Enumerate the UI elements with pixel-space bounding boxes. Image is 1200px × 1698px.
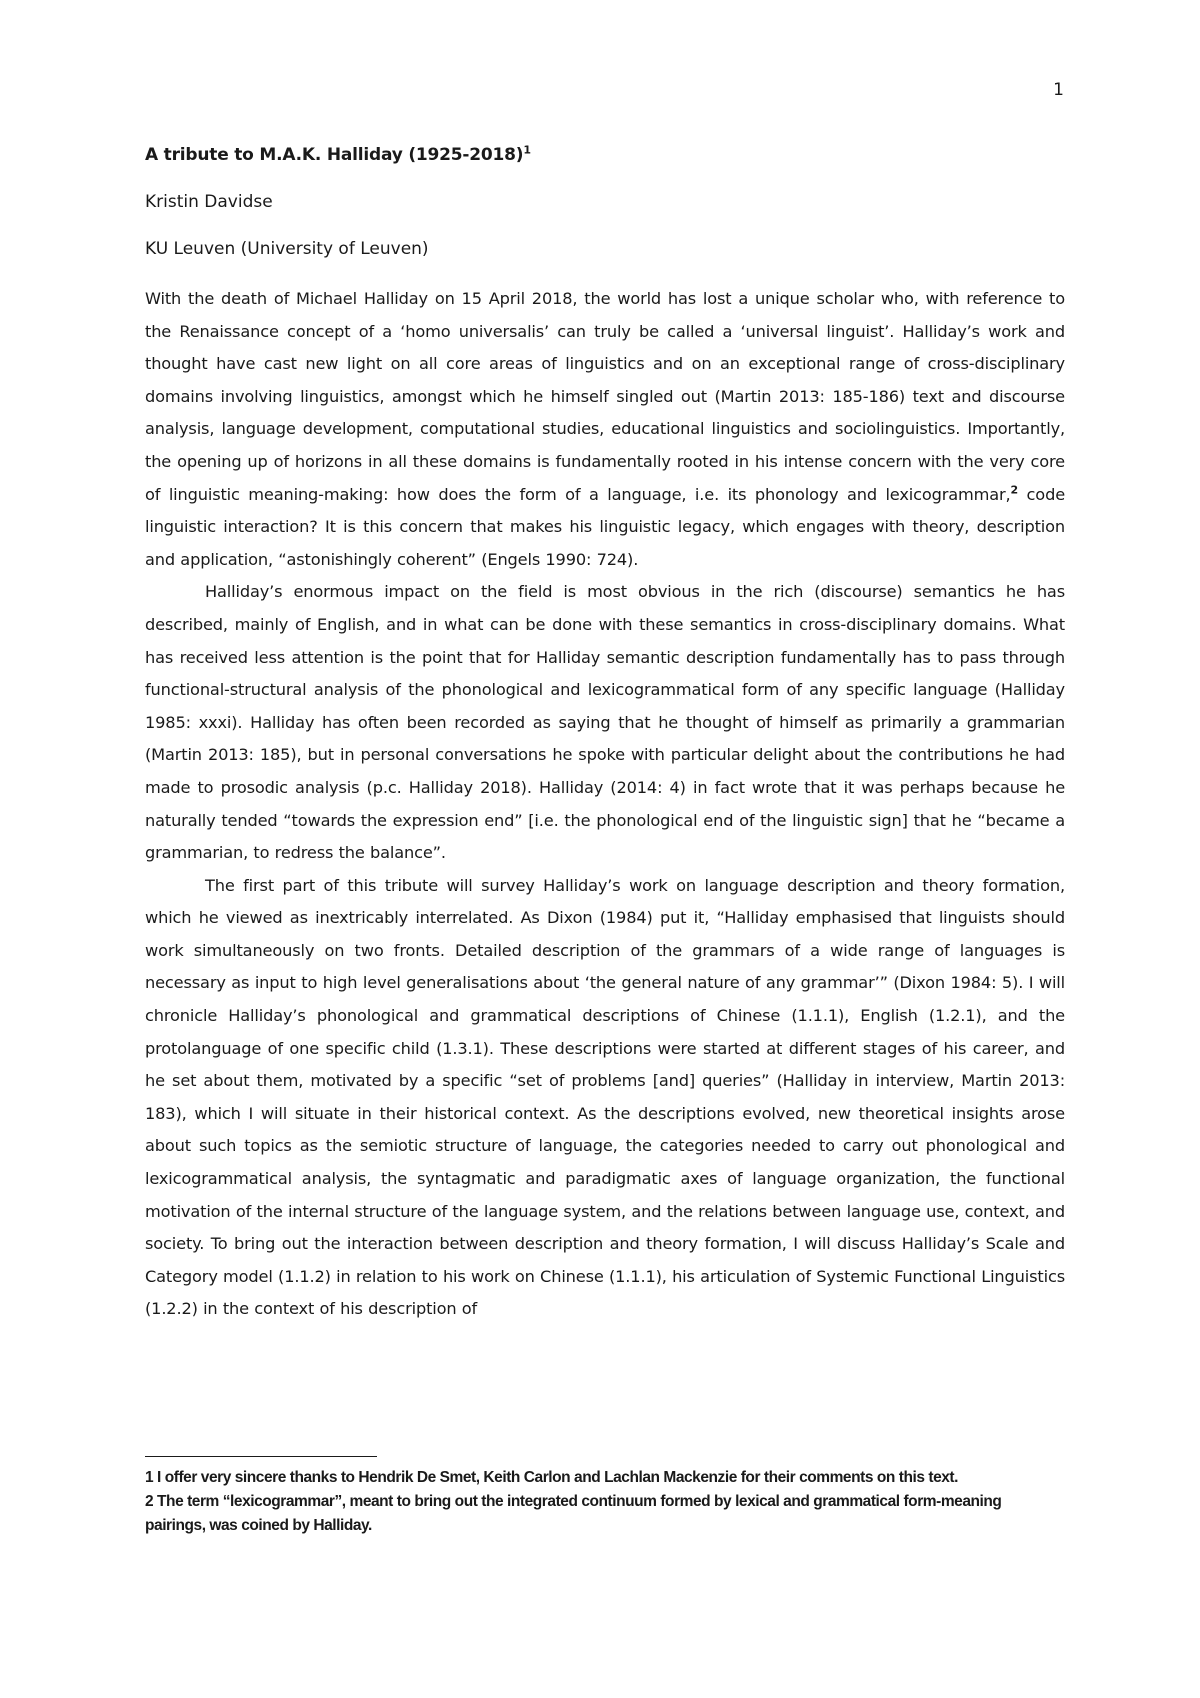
body-paragraph-2: Halliday’s enormous impact on the field is most obvious in the rich (discourse) semantics he has described, mainly of English, and in what can be done with these semantics in cross-disciplinary domains. What has received less attention is the point that for Halliday semantic description fundamentally has to pass through functional-structural analysis of the phonological and lexicogrammatical form of any specific language (Halliday 1985: xxxi). Halliday has often been recorded as saying that he thought of himself as primarily a grammarian (Martin 2013: 185), but in personal conversations he spoke with particular delight about the contributions he had made to prosodic analysis (p.c. Halliday 2018). Halliday (2014: 4) in fact wrote that it was perhaps because he naturally tended “towards the expression end” [i.e. the phonological end of the linguistic sign] that he “became a grammarian, to redress the balance”. — [145, 582, 1065, 863]
paragraph-1-text-a: With the death of Michael Halliday on 15 April 2018, the world has lost a unique scholar who, with reference to the Renaissance concept of a ‘homo universalis’ can truly be called a ‘universal linguist’. Halliday’s work and thought have cast new light on all core areas of linguistics and on an exceptional range of cross-disciplinary domains involving linguistics, amongst which he himself singled out (Martin 2013: 185-186) text and discourse analysis, language development, computational studies, educational linguistics and sociolinguistics. Importantly, the opening up of horizons in all these domains is fundamentally rooted in his intense concern with the very core of linguistic meaning-making: how does the form of a language, i.e. its phonology and lexicogrammar, — [145, 289, 1065, 504]
footnote-1: 1 I offer very sincere thanks to Hendrik De Smet, Keith Carlon and Lachlan Mackenzie for their comments on this text. — [145, 1469, 958, 1486]
body-paragraph-3: The first part of this tribute will survey Halliday’s work on language description and theory formation, which he viewed as inextricably interrelated. As Dixon (1984) put it, “Halliday emphasised that linguists should work simultaneously on two fronts. Detailed description of the grammars of a wide range of languages is necessary as input to high level generalisations about ‘the general nature of any grammar’” (Dixon 1984: 5). I will chronicle Halliday’s phonological and grammatical descriptions of Chinese (1.1.1), English (1.2.1), and the protolanguage of one specific child (1.3.1). These descriptions were started at different stages of his career, and he set about them, motivated by a specific “set of problems [and] queries” (Halliday in interview, Martin 2013: 183), which I will situate in their historical context. As the descriptions evolved, new theoretical insights arose about such topics as the semiotic structure of language, the categories needed to carry out phonological and lexicogrammatical analysis, the syntagmatic and paradigmatic axes of language organization, the functional motivation of the internal structure of the language system, and the relations between language use, context, and society. To bring out the interaction between description and theory formation, I will discuss Halliday’s Scale and Category model (1.1.2) in relation to his work on Chinese (1.1.1), his articulation of Systemic Functional Linguistics (1.2.2) in the context of his description of — [145, 875, 1065, 1319]
paragraph-1-text-b: code linguistic interaction? It is this concern that makes his linguistic legacy, which engages with theory, description and application, “astonishingly coherent” (Engels 1990: 724). — [145, 484, 1066, 569]
footnote-divider — [145, 1456, 377, 1457]
author-name: Kristin Davidse — [145, 192, 273, 212]
article-title — [145, 142, 1065, 168]
page-number: 1 — [1053, 80, 1064, 100]
main-content — [145, 142, 1065, 1326]
body-paragraph-1 — [145, 283, 1065, 576]
title-footnote-mark[interactable]: 1 — [523, 143, 531, 157]
title-text: A tribute to M.A.K. Halliday (1925-2018) — [145, 145, 524, 165]
author-affiliation: KU Leuven (University of Leuven) — [145, 239, 429, 259]
footnote-mark-2[interactable]: 2 — [1010, 483, 1019, 497]
footnotes — [145, 1466, 1065, 1538]
footnote-2: 2 The term “lexicogrammar”, meant to bring out the integrated continuum formed by lexical and grammatical form-meaning pairings, was coined by Halliday. — [145, 1493, 1002, 1534]
